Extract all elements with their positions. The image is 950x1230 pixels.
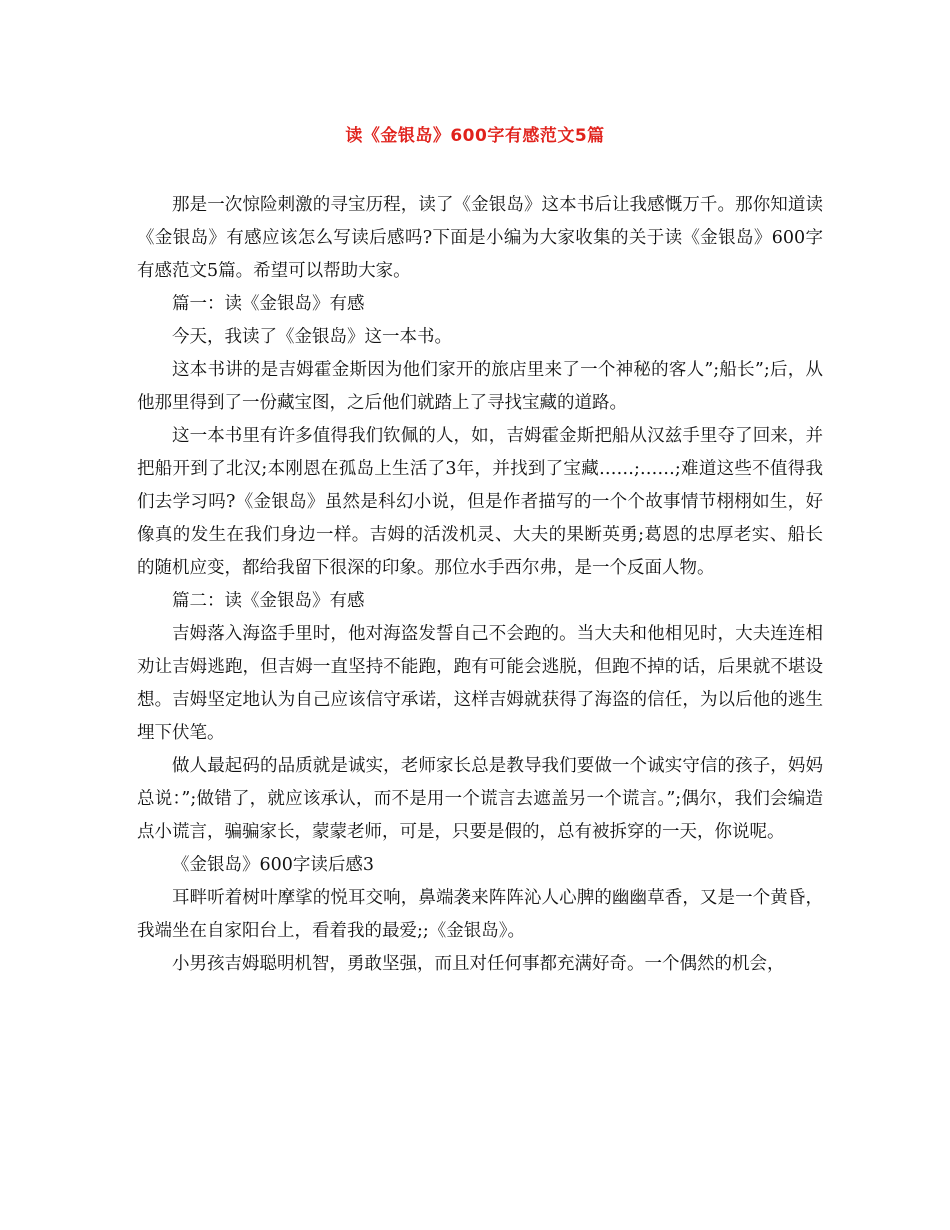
- document-body: [137, 189, 823, 981]
- section-heading: 篇二：读《金银岛》有感: [172, 591, 365, 611]
- paragraph: 小男孩吉姆聪明机智，勇敢坚强，而且对任何事都充满好奇。一个偶然的机会，: [172, 954, 785, 974]
- paragraph: 耳畔听着树叶摩挲的悦耳交响，鼻端袭来阵阵沁人心脾的幽幽草香，又是一个黄昏，我端坐在自家阳台上，看着我的最爱;;《金银岛》。: [137, 888, 823, 941]
- document-title: 读《金银岛》600字有感范文5篇: [345, 126, 605, 146]
- paragraph: 今天，我读了《金银岛》这一本书。: [172, 327, 452, 347]
- paragraph: 做人最起码的品质就是诚实，老师家长总是教导我们要做一个诚实守信的孩子，妈妈总说：”;做错了，就应该承认，而不是用一个谎言去遮盖另一个谎言。”;偶尔，我们会编造点小谎言，骗骗家长，蒙蒙老师，可是，只要是假的，总有被拆穿的一天，你说呢。: [137, 756, 823, 842]
- section-heading: 篇一：读《金银岛》有感: [172, 294, 365, 314]
- paragraph: 这一本书里有许多值得我们钦佩的人，如，吉姆霍金斯把船从汉兹手里夺了回来，并把船开到了北汉;本刚恩在孤岛上生活了3年，并找到了宝藏……;……;难道这些不值得我们去学习吗?《金银岛》虽然是科幻小说，但是作者描写的一个个故事情节栩栩如生，好像真的发生在我们身边一样。吉姆的活泼机灵、大夫的果断英勇;葛恩的忠厚老实、船长的随机应变，都给我留下很深的印象。那位水手西尔弗，是一个反面人物。: [137, 426, 823, 578]
- paragraph: 那是一次惊险刺激的寻宝历程，读了《金银岛》这本书后让我感慨万千。那你知道读《金银岛》有感应该怎么写读后感吗?下面是小编为大家收集的关于读《金银岛》600字有感范文5篇。希望可以帮助大家。: [137, 195, 823, 281]
- section-heading: 《金银岛》600字读后感3: [172, 855, 375, 875]
- paragraph: 吉姆落入海盗手里时，他对海盗发誓自己不会跑的。当大夫和他相见时，大夫连连相劝让吉姆逃跑，但吉姆一直坚持不能跑，跑有可能会逃脱，但跑不掉的话，后果就不堪设想。吉姆坚定地认为自己应该信守承诺，这样吉姆就获得了海盗的信任，为以后他的逃生埋下伏笔。: [137, 624, 823, 743]
- paragraph: 这本书讲的是吉姆霍金斯因为他们家开的旅店里来了一个神秘的客人”;船长”;后，从他那里得到了一份藏宝图，之后他们就踏上了寻找宝藏的道路。: [137, 360, 823, 413]
